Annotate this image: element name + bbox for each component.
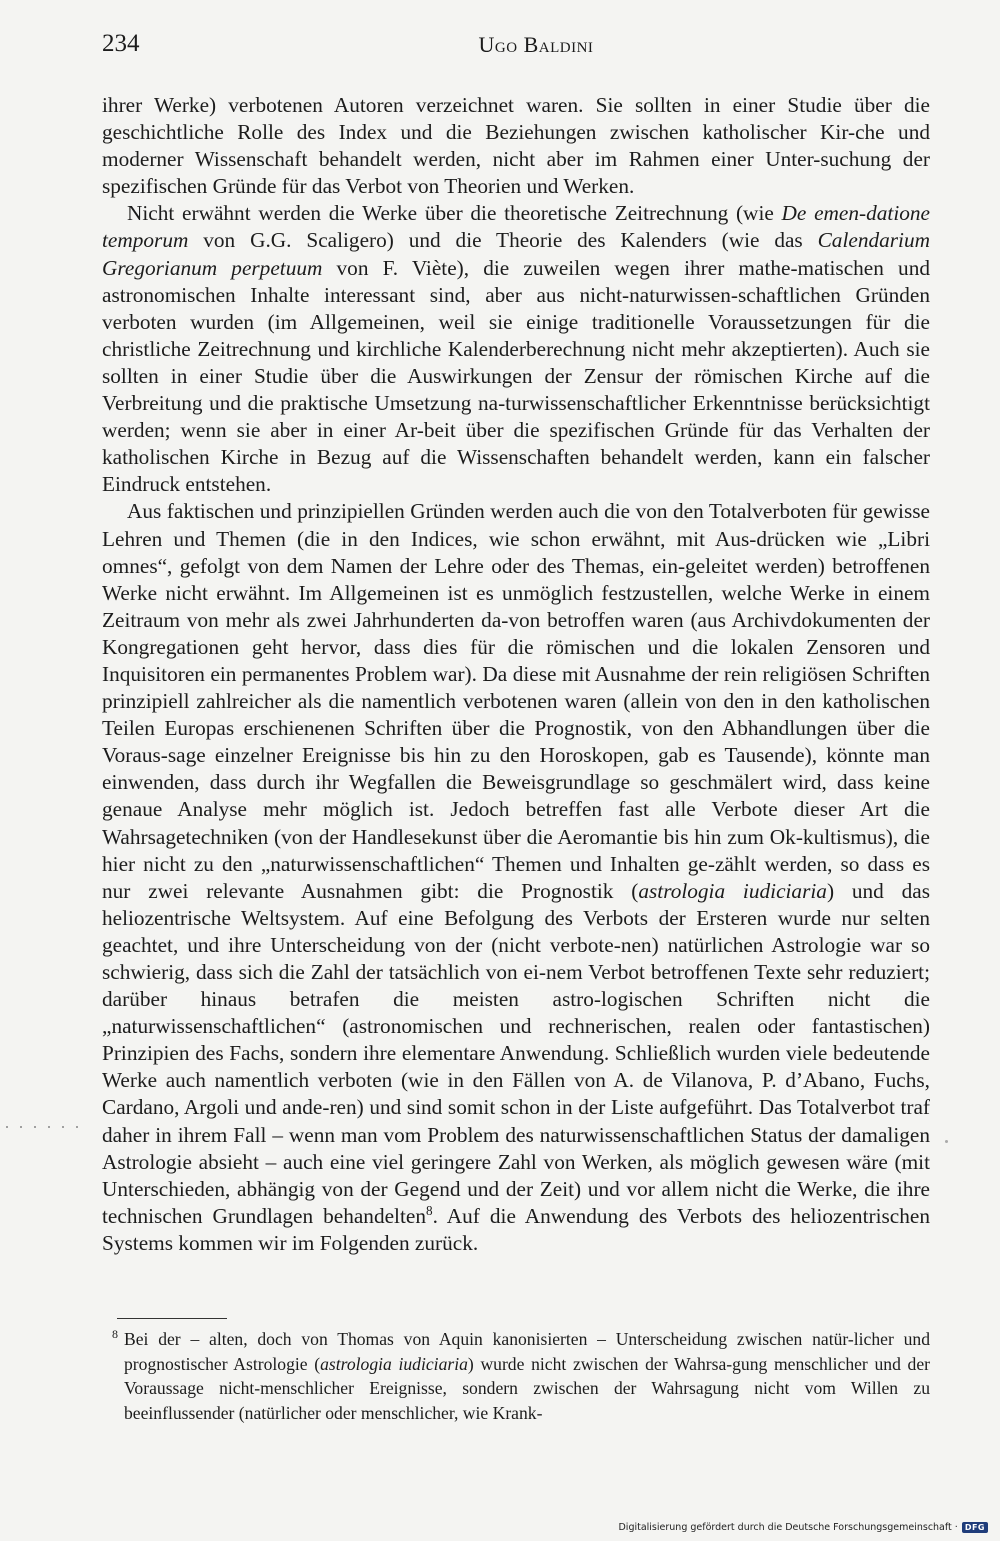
paragraph	[102, 92, 930, 200]
text-run: Nicht erwähnt werden die Werke über die theoretische Zeitrechnung (wie	[127, 201, 782, 226]
text-run: von F. Viète), die zuweilen wegen ihrer mathe-matischen und astronomischen Inhalte interessant sind, aber aus nicht-naturwissen-schaftlichen Gründen verboten wurden (im Allgemeinen, weil sie einige traditionelle Voraussetzungen für die christliche Zeitrechnung und kirchliche Kalenderberechnung nicht mehr akzeptierten). Auch sie sollten in einer Studie über die Auswirkungen der Zensur der römischen Kirche auf die Verbreitung und die praktische Umsetzung na-turwissenschaftlicher Erkenntnisse berücksichtigt werden; wenn sie aber in einer Ar-beit über die spezifischen Gründe für das Verhalten der katholischen Kirche in Bezug auf die Wissenschaften behandelt werden, kann ein falscher Eindruck entstehen.	[102, 255, 930, 497]
footnote-text	[102, 1327, 930, 1425]
digitization-credit-text: Digitalisierung gefördert durch die Deutsche Forschungsgemeinschaft ·	[618, 1522, 958, 1533]
body-text	[102, 92, 930, 1257]
paragraph	[102, 200, 930, 498]
footnote-number: 8	[112, 1327, 118, 1341]
text-run: Aus faktischen und prinzipiellen Gründen werden auch die von den Totalverboten für gewisse Lehren und Themen (die in den Indices, wie schon erwähnt, mit Aus-drücken wie „Libri omnes“, gefolgt von dem Namen der Lehre oder des Themas, ein-geleitet werden) betroffenen Werke nicht erwähnt. Im Allgemeinen ist es unmöglich festzustellen, welche Werke in einem Zeitraum von mehr als zwei Jahrhunderten da-von betroffen waren (aus Archivdokumenten der Kongregationen geht hervor, dass dies für die römischen und die lokalen Zensoren und Inquisitoren ein permanentes Problem war). Da diese mit Ausnahme der rein religiösen Schriften prinzipiell zahlreicher als die namentlich verbotenen waren (allein von den in den katholischen Teilen Europas erschienenen Schriften über die Prognostik, von den Abhandlungen über die Voraus-sage einzelner Ereignisse bis hin zu den Horoskopen, gab es Tausende), könnte man einwenden, dass durch ihr Wegfallen die Beweisgrundlage so geschmälert wird, dass keine genaue Analyse mehr möglich ist. Jedoch betreffen fast alle Verbote dieser Art die Wahrsagetechniken (von der Handlesekunst über die Aeromantie bis hin zum Ok-kultismus), die hier nicht zu den „naturwissenschaftlichen“ Themen und Inhalten ge-zählt werden, so dass es nur zwei relevante Ausnahmen gibt: die Prognostik (	[102, 499, 930, 903]
text-run: Bei der – alten, doch von Thomas von Aquin kanonisierten – Unterscheidung zwischen natür-licher und prognostischer Astrologie (	[124, 1329, 930, 1374]
italic-text: astrologia iudiciaria	[638, 878, 827, 903]
page-number: 234	[102, 30, 140, 57]
page-header	[102, 30, 930, 64]
dfg-logo: DFG	[962, 1522, 988, 1533]
text-run: ihrer Werke) verbotenen Autoren verzeichnet waren. Sie sollten in einer Studie über die geschichtliche Rolle des Index und die Beziehungen zwischen katholischer Kir-che und moderner Wissenschaft behandelt werden, nicht aber im Rahmen einer Unter-suchung der spezifischen Gründe für das Verbot von Theorien und Werken.	[102, 93, 930, 199]
footnote-rule	[117, 1318, 227, 1319]
digitization-credit	[618, 1522, 988, 1533]
text-run: ) und das heliozentrische Weltsystem. Auf eine Befolgung des Verbots der Ersteren wurde nur selten geachtet, und ihre Unterscheidung von der (nicht verbote-nen) natürlichen Astrologie war so schwierig, dass sich die Zahl der tatsächlich von ei-nem Verbot betroffenen Texte sehr reduziert; darüber hinaus betrafen die meisten astro-logischen Schriften nicht die „naturwissenschaftlichen“ (astronomischen und rechnerischen, realen oder fantastischen) Prinzipien des Fachs, sondern ihre elementare Anwendung. Schließlich wurden viele bedeutende Werke auch namentlich verboten (wie in den Fällen von A. de Vilanova, P. d’Abano, Fuchs, Cardano, Argoli und ande-ren) und sind somit schon in der Liste aufgeführt. Das Totalverbot traf daher in ihrem Fall – wenn man vom Problem des naturwissenschaftlichen Status der damaligen Astrologie absieht – auch eine viel geringere Zahl von Werken, als möglich gewesen wäre (mit Unterschieden, abhängig von der Gegend und der Zeit) und vor allem nicht die Werke, die ihre technischen Grundlagen behandelten	[102, 878, 931, 1228]
running-head: Ugo Baldini	[478, 32, 594, 57]
text-run: . Auf die Anwendung des Verbots des heliozentrischen Systems kommen wir im Folgenden zurück.	[102, 1203, 930, 1255]
text-run: ) wurde nicht zwischen der Wahrsa-gung menschlicher und der Voraussage nicht-menschlicher Ereignisse, sondern zwischen der Wahrsagung nicht vom Willen zu beeinflussender (natürlicher oder menschlicher, wie Krank-	[124, 1353, 931, 1423]
italic-text: astrologia iudiciaria	[320, 1353, 468, 1374]
footnote	[102, 1327, 930, 1425]
scan-artifact	[0, 1126, 90, 1128]
italic-text: Calendarium Gregorianum perpetuum	[102, 228, 930, 280]
italic-text: De emen-datione temporum	[102, 201, 930, 253]
text-run: von G.G. Scaligero) und die Theorie des Kalenders (wie das	[188, 228, 818, 253]
scan-artifact	[945, 1140, 948, 1143]
paragraph	[102, 498, 930, 1257]
footnote-reference: 8	[426, 1202, 433, 1218]
